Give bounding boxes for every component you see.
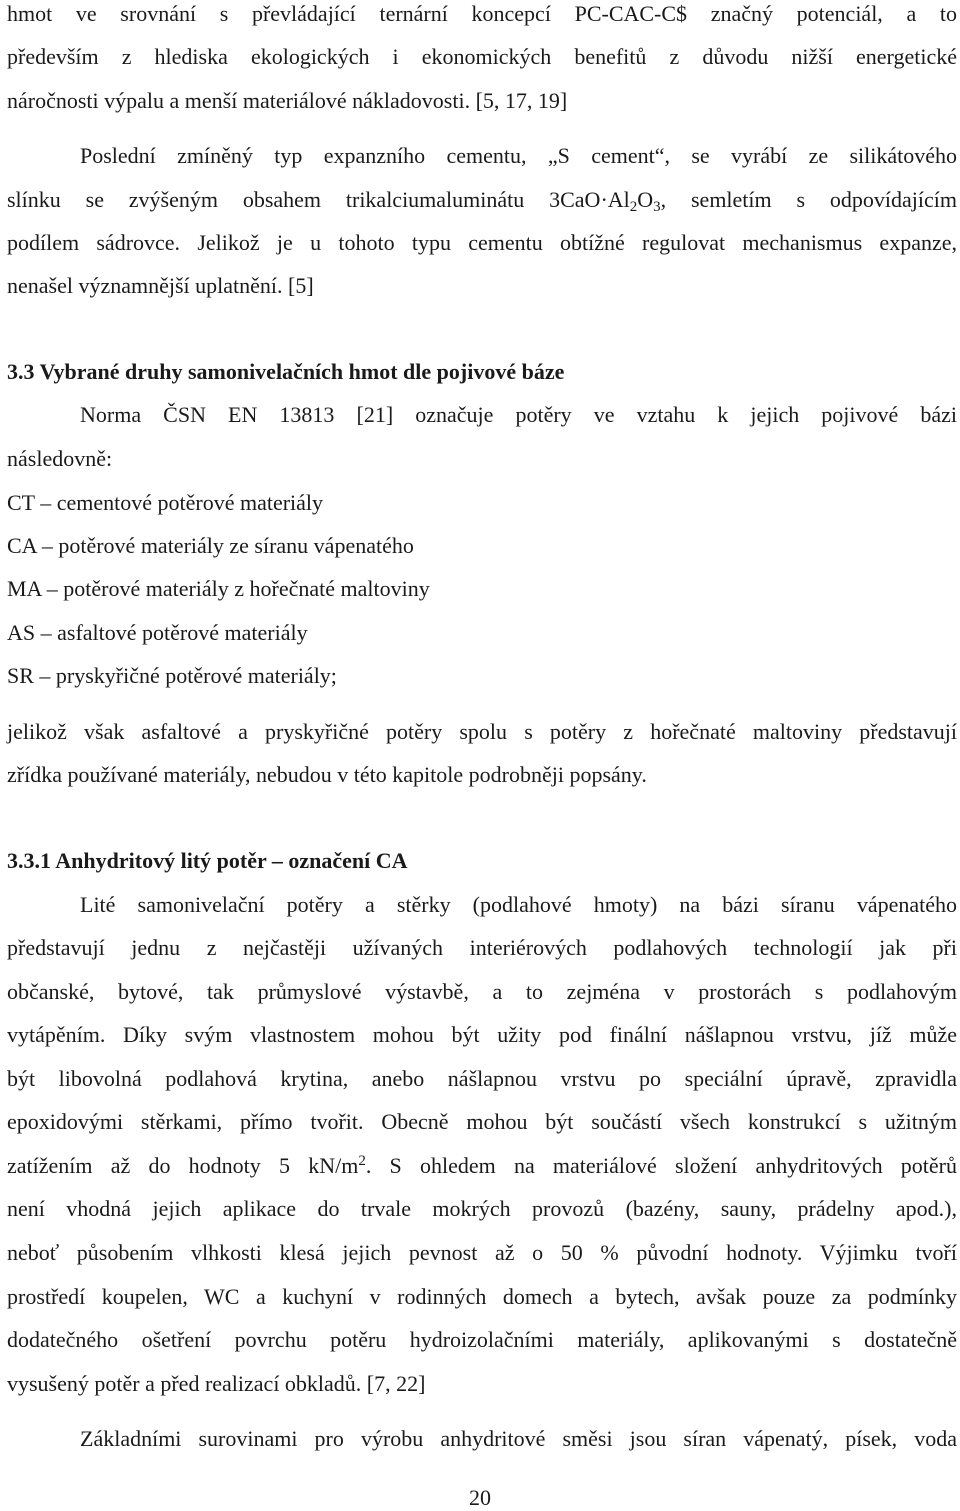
text-line: občanské, bytové, tak průmyslové výstavbě, a to zejména v prostorách s podlahovým bbox=[7, 979, 957, 1004]
page-number: 20 bbox=[469, 1485, 491, 1510]
list-item: CT – cementové potěrové materiály bbox=[7, 490, 324, 515]
text-fragment: O bbox=[637, 187, 654, 212]
text-line: Poslední zmíněný typ expanzního cementu, „S cement“, se vyrábí ze silikátového bbox=[80, 143, 957, 168]
list-item: AS – asfaltové potěrové materiály bbox=[7, 620, 308, 645]
list-item: MA – potěrové materiály z hořečnaté maltoviny bbox=[7, 576, 430, 601]
text-line: prostředí koupelen, WC a kuchyní v rodinných domech a bytech, avšak pouze za podmínky bbox=[7, 1284, 957, 1309]
text-fragment: , semletím s odpovídajícím bbox=[660, 187, 957, 212]
text-line: jelikož však asfaltové a pryskyřičné potěry spolu s potěry z hořečnaté maltoviny představují bbox=[7, 719, 957, 744]
text-line: podílem sádrovce. Jelikož je u tohoto typu cementu obtížné regulovat mechanismus expanze, bbox=[7, 230, 957, 255]
text-line: následovně: bbox=[7, 446, 113, 471]
text-line: představují jednu z nejčastěji užívaných interiérových podlahových technologií jak při bbox=[7, 935, 957, 960]
text-line: nenašel významnější uplatnění. [5] bbox=[7, 273, 314, 298]
list-item: CA – potěrové materiály ze síranu vápenatého bbox=[7, 533, 414, 558]
subsection-heading: 3.3.1 Anhydritový litý potěr – označení CA bbox=[7, 848, 408, 873]
subscript: 3 bbox=[653, 199, 661, 215]
text-line-with-unit bbox=[7, 1153, 957, 1179]
superscript: 2 bbox=[358, 1153, 366, 1169]
list-item: SR – pryskyřičné potěrové materiály; bbox=[7, 663, 337, 688]
text-line: epoxidovými stěrkami, přímo tvořit. Obecně mohou být součástí všech konstrukcí s užitným bbox=[7, 1109, 957, 1134]
text-line: být libovolná podlahová krytina, anebo nášlapnou vrstvu po speciální úpravě, zpravidla bbox=[7, 1066, 957, 1091]
text-line: náročnosti výpalu a menší materiálové nákladovosti. [5, 17, 19] bbox=[7, 88, 568, 113]
text-line: Lité samonivelační potěry a stěrky (podlahové hmoty) na bázi síranu vápenatého bbox=[80, 892, 957, 917]
text-line-with-formula bbox=[7, 187, 957, 213]
text-line: neboť působením vlhkosti klesá jejich pevnost až o 50 % původní hodnoty. Výjimku tvoří bbox=[7, 1240, 957, 1265]
text-line: hmot ve srovnání s převládající ternární koncepcí PC-CAC-C$ značný potenciál, a to bbox=[7, 1, 957, 26]
text-line: především z hlediska ekologických i ekonomických benefitů z důvodu nižší energetické bbox=[7, 44, 957, 69]
text-fragment: zatížením až do hodnoty 5 kN/m bbox=[7, 1153, 359, 1178]
text-line: Norma ČSN EN 13813 [21] označuje potěry ve vztahu k jejich pojivové bázi bbox=[80, 402, 957, 427]
subscript: 2 bbox=[629, 199, 638, 215]
text-line: dodatečného ošetření povrchu potěru hydroizolačními materiály, aplikovanými s dostatečně bbox=[7, 1327, 957, 1352]
text-fragment: slínku se zvýšeným obsahem trikalciumaluminátu 3CaO·Al bbox=[7, 187, 630, 212]
section-heading: 3.3 Vybrané druhy samonivelačních hmot dle pojivové báze bbox=[7, 359, 565, 384]
text-line: není vhodná jejich aplikace do trvale mokrých provozů (bazény, sauny, prádelny apod.), bbox=[7, 1196, 957, 1221]
text-fragment: . S ohledem na materiálové složení anhydritových potěrů bbox=[365, 1153, 958, 1178]
text-line: vytápěním. Díky svým vlastnostem mohou být užity pod finální nášlapnou vrstvu, jíž může bbox=[7, 1022, 957, 1047]
text-line: zřídka používané materiály, nebudou v této kapitole podrobněji popsány. bbox=[7, 762, 647, 787]
text-line: Základními surovinami pro výrobu anhydritové směsi jsou síran vápenatý, písek, voda bbox=[80, 1426, 957, 1451]
text-line: vysušený potěr a před realizací obkladů. [7, 22] bbox=[7, 1371, 426, 1396]
